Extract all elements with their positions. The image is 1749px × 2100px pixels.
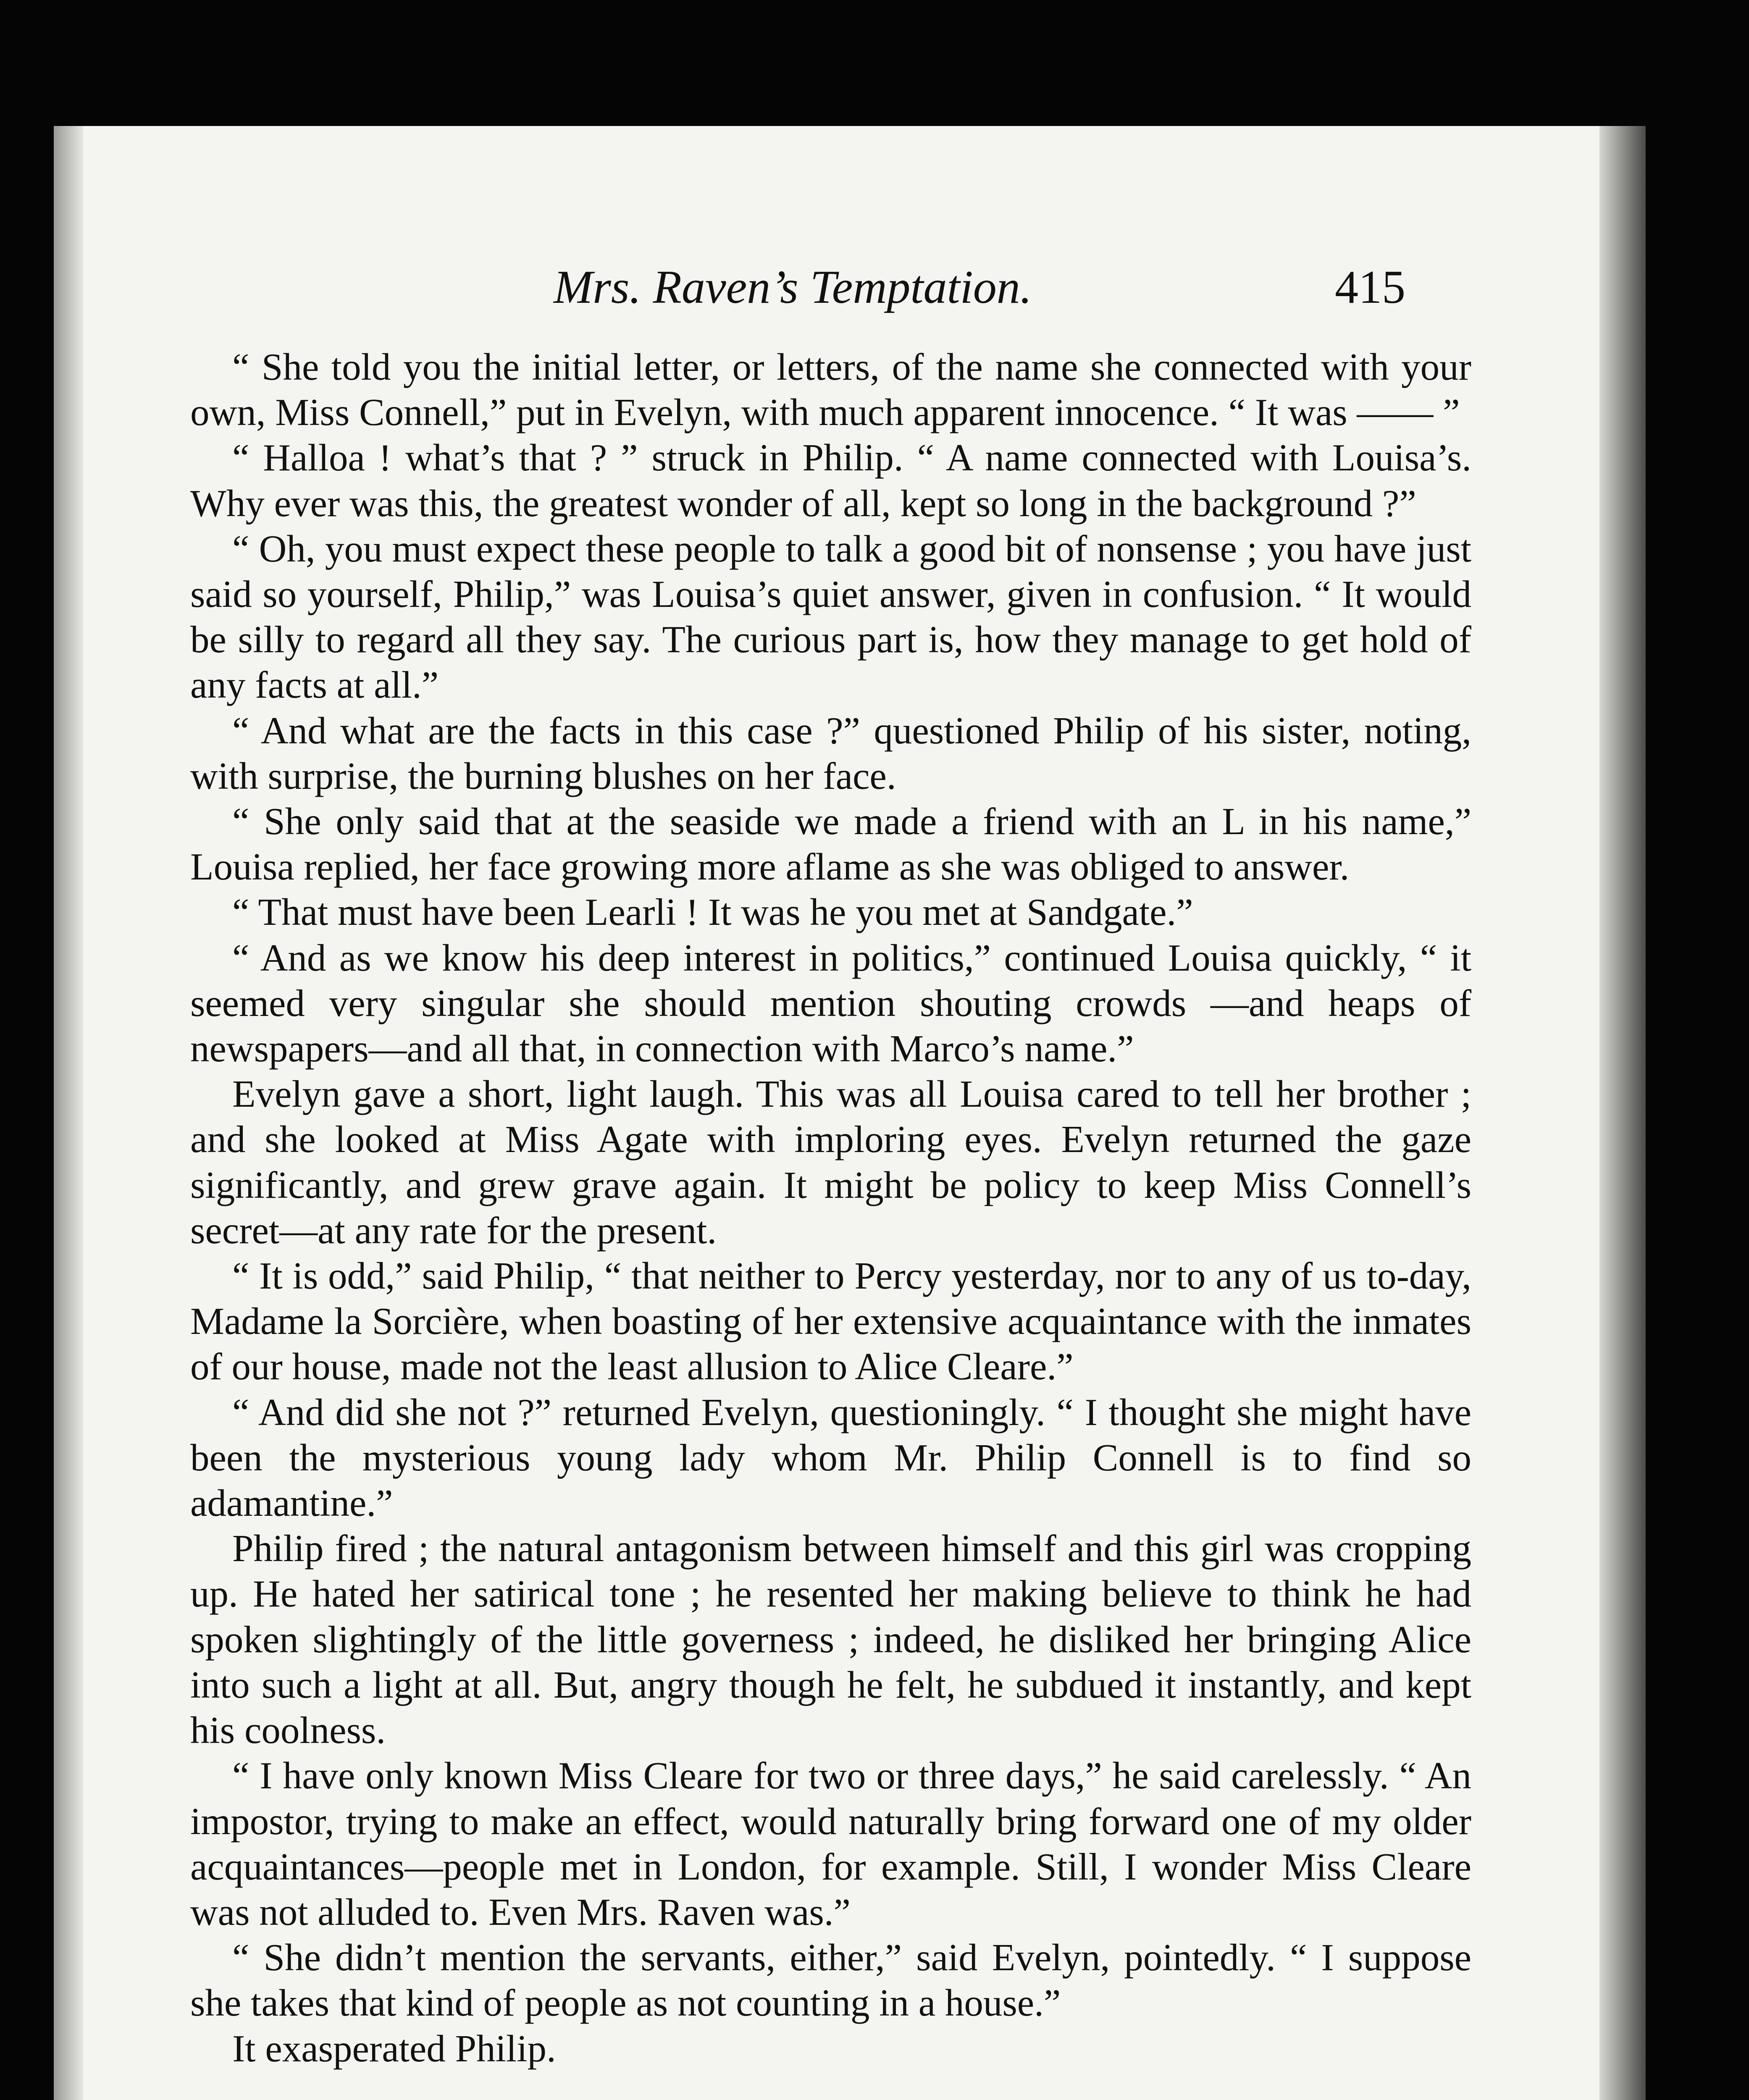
paragraph: Evelyn gave a short, light laugh. This was all Louisa cared to tell her brother ; and she looked at Miss Agate with imploring eyes. Evelyn returned the gaze significantly, and grew grave again. It might be policy to keep Miss Connell’s secret—at any rate for the present. [190, 1073, 1471, 1252]
running-title: Mrs. Raven’s Temptation. [554, 261, 1032, 313]
book-page [54, 126, 1646, 2100]
spine-shadow [54, 126, 83, 2100]
paragraph: “ Halloa ! what’s that ? ” struck in Philip. “ A name connected with Louisa’s. Why ever was this, the greatest wonder of all, kept so long in the background ?” [190, 436, 1471, 525]
paragraph: “ She only said that at the seaside we made a friend with an L in his name,” Louisa replied, her face growing more aflame as she was obliged to answer. [190, 800, 1471, 888]
paragraph: “ She told you the initial letter, or letters, of the name she connected with your own, Miss Connell,” put in Evelyn, with much apparent innocence. “ It was —— ” [190, 346, 1471, 434]
body-text [190, 344, 1471, 2071]
paragraph: Philip fired ; the natural antagonism between himself and this girl was cropping up. He hated her satirical tone ; he resented her making believe to think he had spoken slightingly of the little governess ; indeed, he disliked her bringing Alice into such a light at all. But, angry though he felt, he subdued it instantly, and kept his coolness. [190, 1527, 1471, 1752]
page-edge [1599, 126, 1646, 2100]
paragraph: “ And as we know his deep interest in politics,” continued Louisa quickly, “ it seemed very singular she should mention shouting crowds —and heaps of newspapers—and all that, in connection with Marco’s name.” [190, 936, 1471, 1070]
paragraph: “ Oh, you must expect these people to talk a good bit of nonsense ; you have just said so yourself, Philip,” was Louisa’s quiet answer, given in confusion. “ It would be silly to regard all they say. The curious part is, how they manage to get hold of any facts at all.” [190, 527, 1471, 706]
paragraph: “ That must have been Learli ! It was he you met at Sandgate.” [232, 891, 1193, 934]
paragraph: “ And what are the facts in this case ?” questioned Philip of his sister, noting, with surprise, the burning blushes on her face. [190, 709, 1471, 797]
paragraph: “ It is odd,” said Philip, “ that neither to Percy yesterday, nor to any of us to-day, Madame la Sorcière, when boasting of her extensive acquaintance with the inmates of our house, made not the least allusion to Alice Cleare.” [190, 1255, 1471, 1388]
page-number: 415 [1335, 261, 1405, 313]
running-header [54, 260, 1646, 319]
paragraph: “ She didn’t mention the servants, either,” said Evelyn, pointedly. “ I suppose she takes that kind of people as not counting in a house.” [190, 1936, 1471, 2024]
paragraph: It exasperated Philip. [232, 2027, 556, 2070]
paragraph: “ And did she not ?” returned Evelyn, questioningly. “ I thought she might have been the mysterious young lady whom Mr. Philip Connell is to find so adamantine.” [190, 1391, 1471, 1525]
paragraph: “ I have only known Miss Cleare for two or three days,” he said carelessly. “ An impostor, trying to make an effect, would naturally bring forward one of my older acquaintances—people met in London, for example. Still, I wonder Miss Cleare was not alluded to. Even Mrs. Raven was.” [190, 1754, 1471, 1933]
